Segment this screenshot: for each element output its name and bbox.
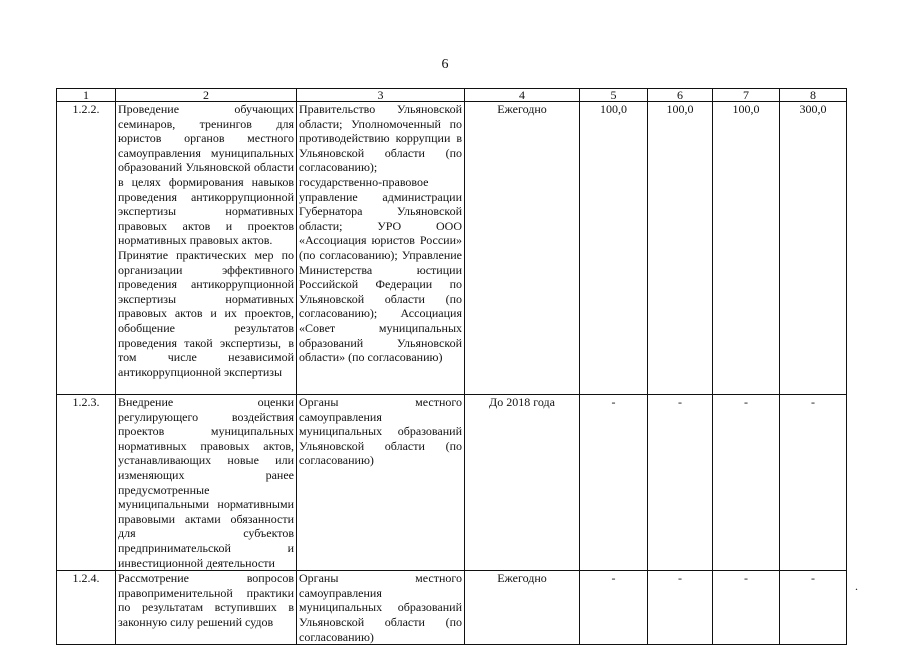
value-col7: 100,0 bbox=[713, 102, 780, 395]
header-cell-1: 1 bbox=[57, 89, 116, 102]
activity-cell bbox=[116, 571, 297, 645]
value-col6: - bbox=[648, 395, 713, 571]
activity-paragraph: Внедрение оценки регулирующего воздействия проектов муниципальных нормативных правовых актов, устанавливающих новые или изменяющих ранее предусмотренные муниципальными нормативными правовыми актами обязанности для субъектов предпринимательской и инвестиционной деятельности bbox=[118, 395, 294, 570]
row-number: 1.2.4. bbox=[57, 571, 116, 645]
value-col5: 100,0 bbox=[580, 102, 648, 395]
value-col7: - bbox=[713, 395, 780, 571]
value-col8: 300,0 bbox=[780, 102, 847, 395]
value-col5: - bbox=[580, 571, 648, 645]
header-cell-6: 6 bbox=[648, 89, 713, 102]
row-number: 1.2.2. bbox=[57, 102, 116, 395]
value-col8: - bbox=[780, 571, 847, 645]
header-cell-3: 3 bbox=[297, 89, 465, 102]
value-col5: - bbox=[580, 395, 648, 571]
value-col8: - bbox=[780, 395, 847, 571]
page-number: 6 bbox=[441, 57, 449, 72]
term-cell: Ежегодно bbox=[465, 102, 580, 395]
activity-cell bbox=[116, 102, 297, 395]
activity-paragraph: Принятие практических мер по организации эффективного проведения антикоррупционной экспертизы нормативных правовых актов и их проектов, обобщение результатов проведения такой экспертизы, в том числе независимой антикоррупционной экспертизы bbox=[118, 247, 294, 379]
executors-cell: Органы местного самоуправления муниципальных образований Ульяновской области (по согласованию) bbox=[297, 571, 465, 645]
executors-cell: Органы местного самоуправления муниципальных образований Ульяновской области (по согласованию) bbox=[297, 395, 465, 571]
executors-cell: Правительство Ульяновской области; Уполномоченный по противодействию коррупции в Ульяновской области (по согласованию); государственно-правовое управление администрации Губернатора Ульяновской области; УРО ООО «Ассоциация юристов России» (по согласованию); Управление Министерства юстиции Российской Федерации по Ульяновской области (по согласованию); Ассоциация «Совет муниципальных образований Ульяновской области» (по согласованию) bbox=[297, 102, 465, 395]
header-cell-4: 4 bbox=[465, 89, 580, 102]
row-number: 1.2.3. bbox=[57, 395, 116, 571]
value-col6: 100,0 bbox=[648, 102, 713, 395]
header-cell-5: 5 bbox=[580, 89, 648, 102]
header-cell-7: 7 bbox=[713, 89, 780, 102]
value-col6: - bbox=[648, 571, 713, 645]
term-cell: Ежегодно bbox=[465, 571, 580, 645]
stray-mark: . bbox=[855, 579, 858, 593]
activity-paragraph: Проведение обучающих семинаров, тренингов для юристов органов местного самоуправления муниципальных образований Ульяновской области в целях формирования навыков проведения антикоррупционной экспертизы нормативных правовых актов и проектов нормативных правовых актов. bbox=[118, 102, 294, 248]
activities-table bbox=[56, 88, 847, 645]
value-col7: - bbox=[713, 571, 780, 645]
header-cell-8: 8 bbox=[780, 89, 847, 102]
table-row bbox=[57, 395, 847, 571]
table-row bbox=[57, 571, 847, 645]
table-row bbox=[57, 102, 847, 395]
column-number-row bbox=[57, 89, 847, 102]
header-cell-2: 2 bbox=[116, 89, 297, 102]
activity-paragraph: Рассмотрение вопросов правоприменительной практики по результатам вступивших в законную силу решений судов bbox=[118, 571, 294, 629]
term-cell: До 2018 года bbox=[465, 395, 580, 571]
activity-cell bbox=[116, 395, 297, 571]
